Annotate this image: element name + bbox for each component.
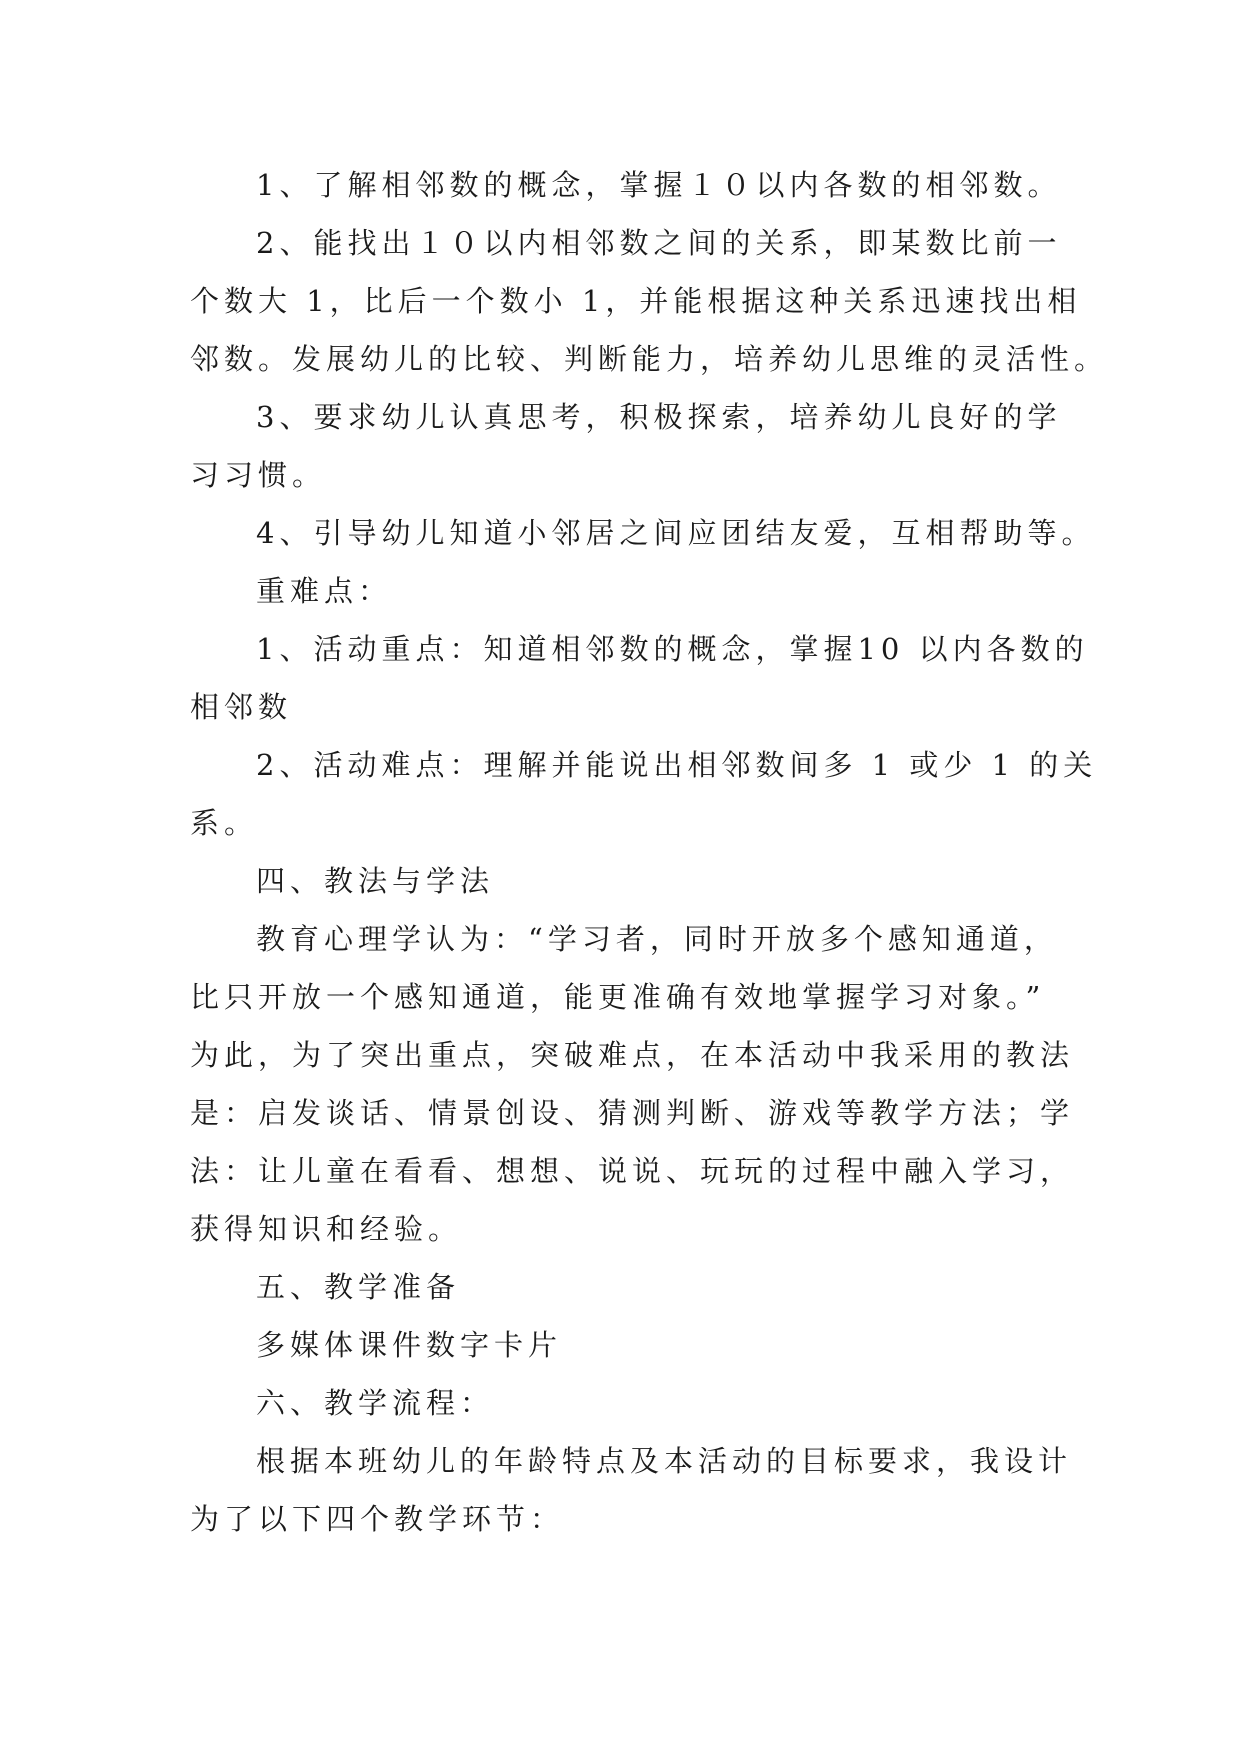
text-line: 3、要求幼儿认真思考，积极探索，培养幼儿良好的学 — [256, 400, 1062, 434]
text-line: 根据本班幼儿的年龄特点及本活动的目标要求，我设计 — [256, 1444, 1073, 1478]
text-line: 为了以下四个教学环节： — [190, 1502, 565, 1536]
text-line: 2、活动难点：理解并能说出相邻数间多 1 或少 1 的关 — [256, 748, 1098, 782]
text-line: 1、活动重点：知道相邻数的概念，掌握10 以内各数的 — [256, 632, 1089, 666]
text-line: 教育心理学认为：“学习者，同时开放多个感知通道， — [256, 922, 1058, 956]
text-line: 多媒体课件数字卡片 — [256, 1328, 563, 1362]
section-heading: 六、教学流程： — [256, 1386, 495, 1420]
text-line: 相邻数 — [190, 690, 293, 724]
text-line: 为此，为了突出重点，突破难点，在本活动中我采用的教法 — [190, 1038, 1075, 1072]
section-heading: 四、教法与学法 — [256, 864, 495, 898]
text-line: 4、引导幼儿知道小邻居之间应团结友爱，互相帮助等。 — [256, 516, 1096, 550]
text-line: 获得知识和经验。 — [190, 1212, 463, 1246]
text-line: 比只开放一个感知通道，能更准确有效地掌握学习对象。” — [190, 980, 1046, 1014]
text-line: 系。 — [190, 806, 259, 840]
text-line: 1、了解相邻数的概念，掌握１０以内各数的相邻数。 — [256, 168, 1062, 202]
text-line: 习习惯。 — [190, 458, 327, 492]
section-heading: 重难点： — [256, 574, 393, 608]
text-line: 2、能找出１０以内相邻数之间的关系，即某数比前一 — [256, 226, 1062, 260]
text-line: 邻数。发展幼儿的比较、判断能力，培养幼儿思维的灵活性。 — [190, 342, 1109, 376]
text-line: 是：启发谈话、情景创设、猜测判断、游戏等教学方法；学 — [190, 1096, 1075, 1130]
text-line: 法：让儿童在看看、想想、说说、玩玩的过程中融入学习， — [190, 1154, 1075, 1188]
section-heading: 五、教学准备 — [256, 1270, 461, 1304]
text-line: 个数大 1，比后一个数小 1，并能根据这种关系迅速找出相 — [190, 284, 1082, 318]
